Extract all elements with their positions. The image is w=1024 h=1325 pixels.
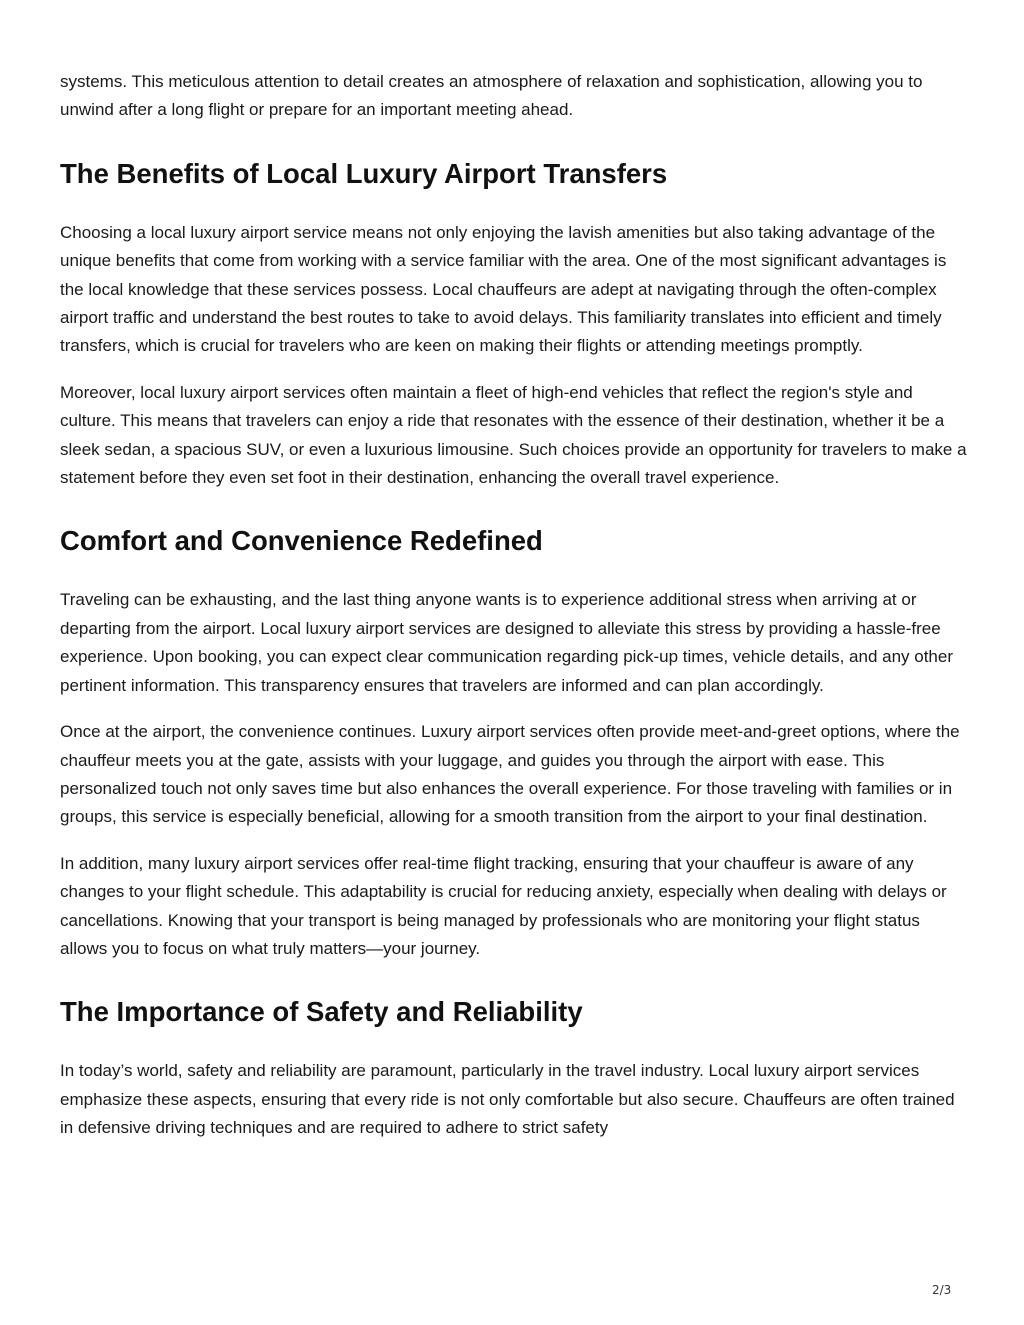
paragraph-safety-1: In today’s world, safety and reliability are paramount, particularly in the travel industry. Local luxury airport services emphasize these aspects, ensuring that every ride is not only comfortable but also secure. Chauffeurs are often trained in defensive driving techniques and are required to adhere to strict safety — [60, 1061, 955, 1138]
paragraph-benefits-1: Choosing a local luxury airport service means not only enjoying the lavish amenities but also taking advantage of the unique benefits that come from working with a service familiar with the area. One of the most significant advantages is the local knowledge that these services possess. Local chauffeurs are adept at navigating through the often-complex airport traffic and understand the best routes to take to avoid delays. This familiarity translates into efficient and timely transfers, which is crucial for travelers who are keen on making their flights or attending meetings promptly. — [60, 222, 947, 356]
heading-safety: The Importance of Safety and Reliability — [60, 996, 583, 1028]
intro-paragraph: systems. This meticulous attention to detail creates an atmosphere of relaxation and sophistication, allowing you to unwind after a long flight or prepare for an important meeting ahead. — [60, 72, 923, 120]
page-number: 2/3 — [932, 1283, 952, 1297]
paragraph-comfort-1: Traveling can be exhausting, and the last thing anyone wants is to experience additional stress when arriving at or departing from the airport. Local luxury airport services are designed to alleviate this stress by providing a hassle-free experience. Upon booking, you can expect clear communication regarding pick-up times, vehicle details, and any other pertinent information. This transparency ensures that travelers are informed and can plan accordingly. — [60, 590, 953, 695]
paragraph-comfort-2: Once at the airport, the convenience continues. Luxury airport services often provide meet-and-greet options, where the chauffeur meets you at the gate, assists with your luggage, and guides you through the airport with ease. This personalized touch not only saves time but also enhances the overall experience. For those traveling with families or in groups, this service is especially beneficial, allowing for a smooth transition from the airport to your final destination. — [60, 722, 960, 827]
heading-comfort: Comfort and Convenience Redefined — [60, 525, 543, 557]
document-page — [60, 68, 970, 1161]
paragraph-benefits-2: Moreover, local luxury airport services often maintain a fleet of high-end vehicles that reflect the region's style and culture. This means that travelers can enjoy a ride that resonates with the essence of their destination, whether it be a sleek sedan, a spacious SUV, or even a luxurious limousine. Such choices provide an opportunity for travelers to make a statement before they even set foot in their destination, enhancing the overall travel experience. — [60, 382, 967, 488]
heading-benefits: The Benefits of Local Luxury Airport Transfers — [60, 157, 668, 189]
paragraph-comfort-3: In addition, many luxury airport services offer real-time flight tracking, ensuring that your chauffeur is aware of any changes to your flight schedule. This adaptability is crucial for reducing anxiety, especially when dealing with delays or cancellations. Knowing that your transport is being managed by professionals who are monitoring your flight status allows you to focus on what truly matters—your journey. — [60, 853, 947, 958]
